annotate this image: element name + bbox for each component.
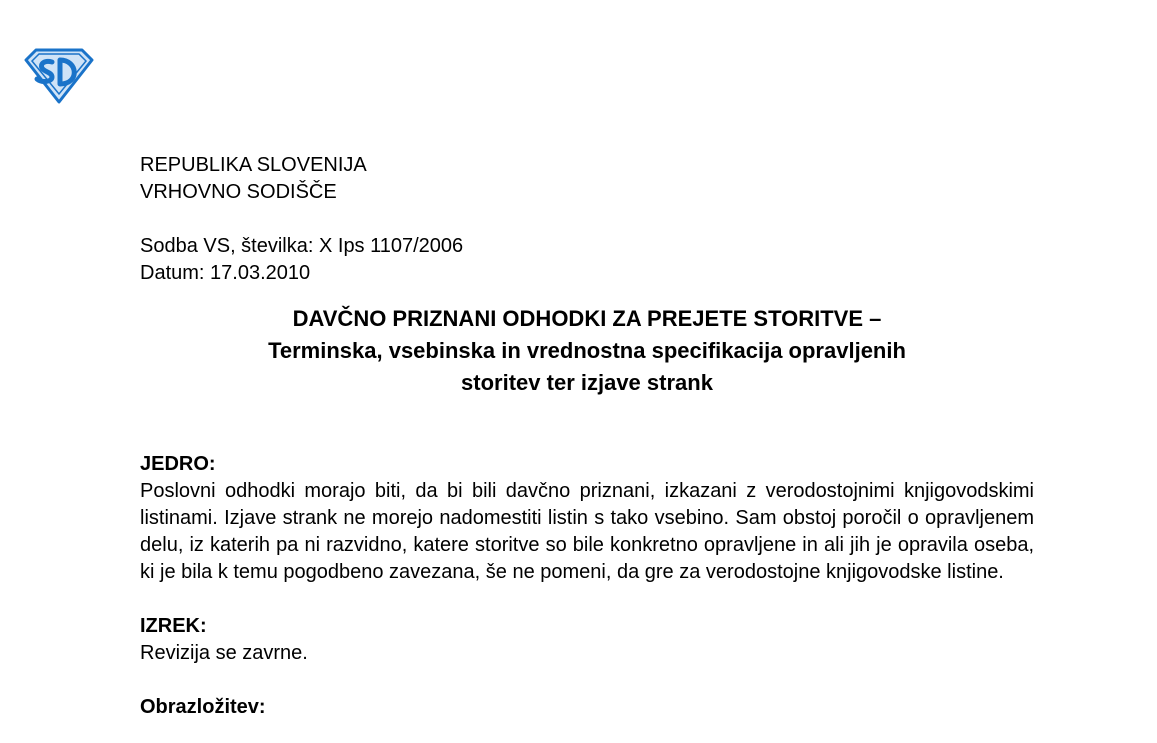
izrek-section [140, 613, 1034, 667]
jedro-text: Poslovni odhodki morajo biti, da bi bili davčno priznani, izkazani z verodostojnimi knjigovodskimi listinami. Izjave strank ne morejo nadomestiti listin s tako vsebino. Sam obstoj poročil o opravljenem delu, iz katerih pa ni razvidno, katere storitve so bile konkretno opravljene in ali jih je opravila oseba, ki je bila k temu pogodbeno zavezana, še ne pomeni, da gre za verodostojne knjigovodske listine. [140, 480, 1034, 583]
case-date: Datum: 17.03.2010 [140, 262, 311, 284]
title-line-2: Terminska, vsebinska in vrednostna specifikacija opravljenih [268, 338, 906, 363]
court-name: VRHOVNO SODIŠČE [140, 181, 337, 203]
title-line-3: storitev ter izjave strank [461, 370, 713, 395]
jedro-section [140, 451, 1034, 586]
case-number: Sodba VS, številka: X Ips 1107/2006 [140, 235, 464, 257]
document-title [140, 303, 1034, 399]
document-body [140, 152, 1034, 721]
obrazlozitev-heading: Obrazložitev: [140, 696, 266, 718]
jedro-heading: JEDRO: [140, 453, 216, 475]
title-line-1: DAVČNO PRIZNANI ODHODKI ZA PREJETE STORITVE – [292, 306, 882, 331]
case-info [140, 233, 1034, 287]
court-header [140, 152, 1034, 206]
obrazlozitev-section [140, 694, 1034, 721]
izrek-text: Revizija se zavrne. [140, 642, 308, 664]
izrek-heading: IZREK: [140, 615, 207, 637]
court-sd-logo-icon [22, 48, 96, 104]
court-country: REPUBLIKA SLOVENIJA [140, 154, 367, 176]
